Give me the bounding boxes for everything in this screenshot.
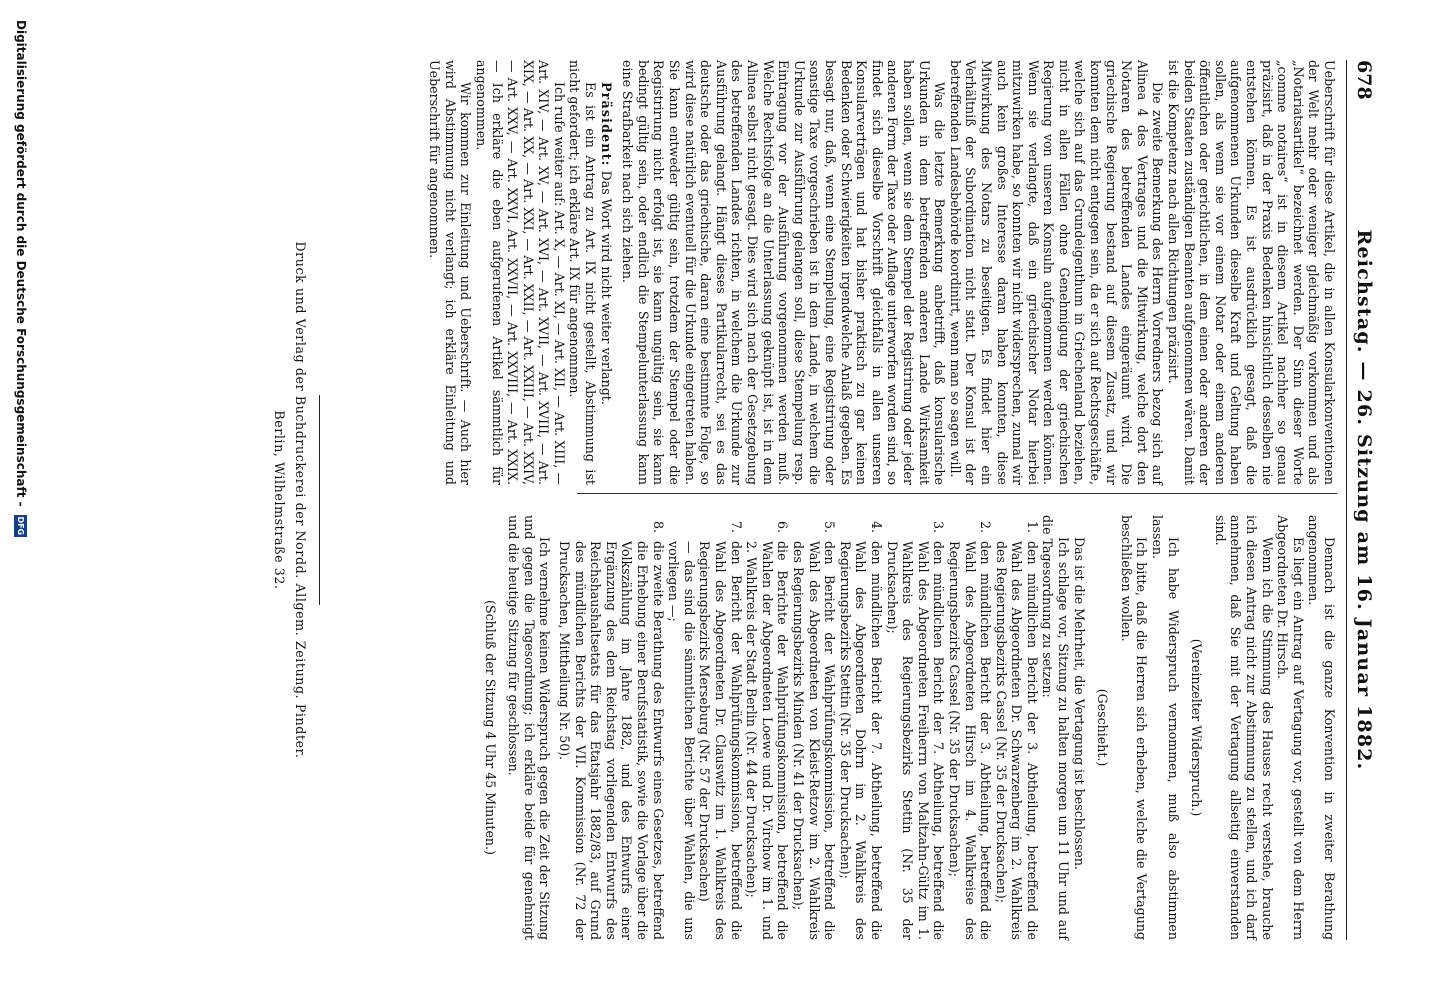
left-paragraph: Es ist ein Antrag zu Art. IX nicht gestellt, Abstimmung ist nicht gefordert; ich erkläre Art. IX für angenommen. xyxy=(567,60,599,485)
right-paragraph: Es liegt ein Antrag auf Vertagung vor, gestellt von dem Herrn Abgeordneten Dr. Hirsch. xyxy=(1275,515,1306,940)
agenda-item xyxy=(557,515,666,940)
agenda-item-text: den Bericht der Wahlprüfungskommission, betreffend die Wahl des Abgeordneten von Kleist-Retzow im 2. Wahlkreis des Regierungsbezirks Minden (Nr. 41 der Drucksachen); xyxy=(791,541,838,940)
agenda-item-number: 3. xyxy=(931,521,947,534)
left-paragraph: Ich rufe weiter auf: Art. X, — Art. XI, — Art. XII, — Art. XIII, — Art. XIV, — Art. XV, — Art. XVI, — Art. XVII, — Art. XVIII, — Art. XIX, — Art. XX, — Art. XXI, — Art. XXII, — Art. XXIII, — Art. XXIV, — Art. XXV, — Art. XXVI, Art. XXVII, — Art. XXVIII, — Art. XXIX. — Ich erkläre die eben aufgerufenen Artikel sämmtlich für angenommen. xyxy=(473,60,567,485)
left-paragraph: Was die letzte Bemerkung anbetrifft, daß konsularische Urkunden in dem betreffenden anderen Lande Wirksamkeit haben sollen, wenn sie dem Stempel der Registrirung oder jeder anderen Form der Taxe oder Auflage unterworfen worden sind, so findet sich dieselbe Vorschrift gleichfalls in allen unseren Konsularverträgen und hat bisher praktisch zu gar keinen Bedenken oder Schwierigkeiten irgendwelche Anlaß gegeben. Es besagt nur, daß, wenn eine Stempelung, eine Registrirung oder sonstige Taxe vorgeschrieben ist in dem Lande, in welchem die Urkunde zur Ausführung gelangen soll, diese Stempelung resp. Eintragung vor der Ausführung vorgenommen werden muß. Welche Rechtsfolge an die Unterlassung geknüpft ist, ist in dem Alinea selbst nicht gesagt. Dies wird sich nach der Gesetzgebung des betreffenden Landes richten, in welchem die Urkunde zur Ausführung gelangt. Hängt dieses Partikularrecht, sei es das deutsche oder das griechische, daran eine bestimmte Folge, so wird diese natürlich eventuell für die Urkunde eingetreten haben. Sie kann entweder gültig sein, trotzdem der Stempel oder die Registrirung nicht erfolgt ist, sie kann ungültig sein, sie kann bedingt gültig sein, oder endlich die Stempelunterlassung kann eine Strafbarkeit nach sich ziehen. xyxy=(620,60,948,485)
stage-direction: (Geschieht.) xyxy=(1095,688,1111,767)
right-paragraph: Ich vernehme keinen Widerspruch gegen die Zeit der Sitzung und gegen die Tagesordnung; ich erkläre beide für genehmigt und die heutige Sitzung für geschlossen. xyxy=(506,515,553,940)
agenda-item xyxy=(790,515,837,940)
printer-imprint: Druck und Verlag der Buchdruckerei der Nordd. Allgem. Zeitung. Pindter. xyxy=(293,241,308,759)
president-paragraph xyxy=(598,60,614,485)
agenda-item-text: den mündlichen Bericht der 3. Abtheilung, betreffend die Wahl des Abgeordneten Hirsch im 4. Wahlkreise des Regierungsbezirks Cassel (Nr. 35 der Drucksachen); xyxy=(946,541,994,940)
left-paragraph: Ueberschrift für diese Artikel, die in allen Konsularkonventionen der Welt mehr oder weniger gleichmäßig vorkommen und als „Notariatsartikel“ bezeichnet werden. Der Sinn dieser Worte „comme notaires“ ist in diesem Artikel nachher so genau präzisirt, daß in der Praxis Bedenken hinsichtlich desselben nie entstehen können. Es ist ausdrücklich gesagt, daß die aufgenommenen Urkunden dieselbe Kraft und Geltung haben sollen, als wenn sie vor einem Notar oder einem anderen öffentlichen oder gerichtlichen, in dem einen oder anderen der beiden Staaten zuständigen Beamten aufgenommen wären. Damit ist die Kompetenz nach allen Richtungen präzisirt. xyxy=(1166,60,1337,485)
agenda-item-number: 5. xyxy=(822,521,838,534)
right-paragraph: Dennach ist die ganze Konvention in zweiter Berathung angenommen. xyxy=(1306,515,1337,940)
right-paragraph: Ich habe Widerspruch vernommen, muß also abstimmen lassen. xyxy=(1150,515,1181,940)
running-title: Reichstag. — 26. Sitzung am 16. Januar 1882. xyxy=(1353,229,1375,771)
agenda-item-number: 4. xyxy=(868,521,884,534)
agenda-item-text: den Bericht der Wahlprüfungskommission, betreffend die Wahl des Abgeordneten Dr. Clauswitz im 1. Wahlkreis des Regierungsbezirks Merseburg (Nr. 57 der Drucksachen) xyxy=(697,541,744,940)
digitization-credit-text: Digitalisierung gefördert durch die Deutsche Forschungsgemeinschaft - xyxy=(14,20,28,507)
page-header xyxy=(1346,60,1377,940)
agenda-item-number: 7. xyxy=(728,521,744,534)
agenda-item xyxy=(837,515,884,940)
agenda-item-text: die zweite Berathung des Entwurfs eines Gesetzes, betreffend die Erhebung einer Berufsstatistik, sowie die Vorlage über die Volkszählung im Jahre 1882, und des Entwurfs einer Ergänzung des dem Reichstag vorliegenden Entwurfs des Reichshaushaltsetats für das Etatsjahr 1882/83, auf Grund des mündlichen Berichts der VII. Kommission (Nr. 72 der Drucksachen, Mittheilung Nr. 50). xyxy=(557,541,666,940)
agenda-item-number: 6. xyxy=(775,521,791,534)
agenda-item-number: 8. xyxy=(650,521,666,534)
column-divider xyxy=(577,493,1337,494)
footer-rule xyxy=(319,395,320,605)
agenda-item-number: 2. xyxy=(978,521,994,534)
agenda-item-number: 1. xyxy=(1024,521,1040,534)
right-paragraph: Ich bitte, daß die Herren sich erheben, welche die Vertagung beschließen wollen. xyxy=(1118,515,1150,940)
left-paragraph: Wir kommen zur Einleitung und Ueberschrift. — Auch hier wird Abstimmung nicht verlangt; ich erkläre Einleitung und Ueberschrift für angenommen. xyxy=(427,60,474,485)
agenda-item-text: die Berichte der Wahlprüfungskommission, betreffend die Wahlen der Abgeordneten Loewe und Dr. Virchow im 1. und 2. Wahlkreis der Stadt Berlin (Nr. 44 der Drucksachen); xyxy=(744,541,791,940)
agenda-item xyxy=(993,515,1040,940)
agenda-item xyxy=(946,515,993,940)
agenda-item xyxy=(666,515,697,940)
digitization-credit xyxy=(10,20,32,980)
agenda-item-text: den mündlichen Bericht der 3. Abtheilung, betreffend die Wahl des Abgeordneten Dr. Schwarzenberg im 2. Wahlkreis des Regierungsbezirks Cassel (Nr. 35 der Drucksachen); xyxy=(993,541,1040,940)
agenda-list xyxy=(557,515,1040,940)
right-paragraph: Ich schlage vor, Sitzung zu halten morgen um 11 Uhr und auf die Tagesordnung zu setzen: xyxy=(1040,515,1072,940)
dfg-logo-icon: DFG xyxy=(16,516,25,536)
stage-direction: (Vereinzelter Widerspruch.) xyxy=(1189,638,1205,817)
agenda-item xyxy=(744,515,791,940)
right-column xyxy=(474,515,1337,940)
printer-address: Berlin, Wilhelmstraße 32. xyxy=(272,410,287,590)
agenda-item xyxy=(697,515,744,940)
page-number: 678 xyxy=(1353,60,1375,100)
agenda-item-text: — das sind die sämmtlichen Berichte über Wahlen, die uns vorliegen —; xyxy=(666,541,697,940)
right-paragraph: Das ist die Mehrheit, die Vertagung ist beschlossen. xyxy=(1071,537,1087,870)
agenda-item-text: den mündlichen Bericht der 7. Abtheilung, betreffend die Wahl des Abgeordneten Freiherrn von Maltzahn-Gültz im 1. Wahlkreis des Regierungsbezirks Stettin (Nr. 35 der Drucksachen); xyxy=(884,541,947,940)
left-paragraph: Die zweite Bemerkung des Herrn Vorredners bezog sich auf Alinea 4 des Vertrages und die Mitwirkung, welche dort den Notaren des betreffenden Landes eingeräumt wird. Die griechische Regierung bestand auf diesem Zusatz, und wir konnten dem nicht entgegen sein, da er sich auf Rechtsgeschäfte, welche sich auf das Grundeigenthum in Griechenland beziehen, nicht in allen Fällen ohne Genehmigung der griechischen Regierung von unseren Konsuln aufgenommen werden können. Wenn sie verlangte, daß ein griechischer Notar hierbei mitzuwirken habe, so konnten wir nicht widersprechen, zumal wir auch kein großes Interesse daran haben konnten, diese Mitwirkung des Notars zu beseitigen. Es findet hier ein Verhältniß der Subordination nicht statt. Der Konsul ist der betreffenden Landesbehörde koordinirt, wenn man so sagen will. xyxy=(947,60,1166,485)
agenda-item-text: den mündlichen Bericht der 7. Abtheilung, betreffend die Wahl des Abgeordneten Dohrn im 2. Wahlkreis des Regierungsbezirks Stettin (Nr. 35 der Drucksachen); xyxy=(837,541,884,940)
president-label: Präsident: xyxy=(598,82,614,167)
president-text: Das Wort wird nicht weiter verlangt. xyxy=(598,170,614,405)
left-column xyxy=(427,60,1337,485)
right-paragraph: Wenn ich die Stimmung des Hauses recht verstehe, brauche ich diesen Antrag nicht zur Abstimmung zu stellen, und ich darf annehmen, daß Sie mit der Vertagung allseitig einverstanden sind. xyxy=(1212,515,1275,940)
session-close-note: (Schluß der Sitzung 4 Uhr 45 Minuten.) xyxy=(482,600,498,855)
agenda-item xyxy=(884,515,946,940)
